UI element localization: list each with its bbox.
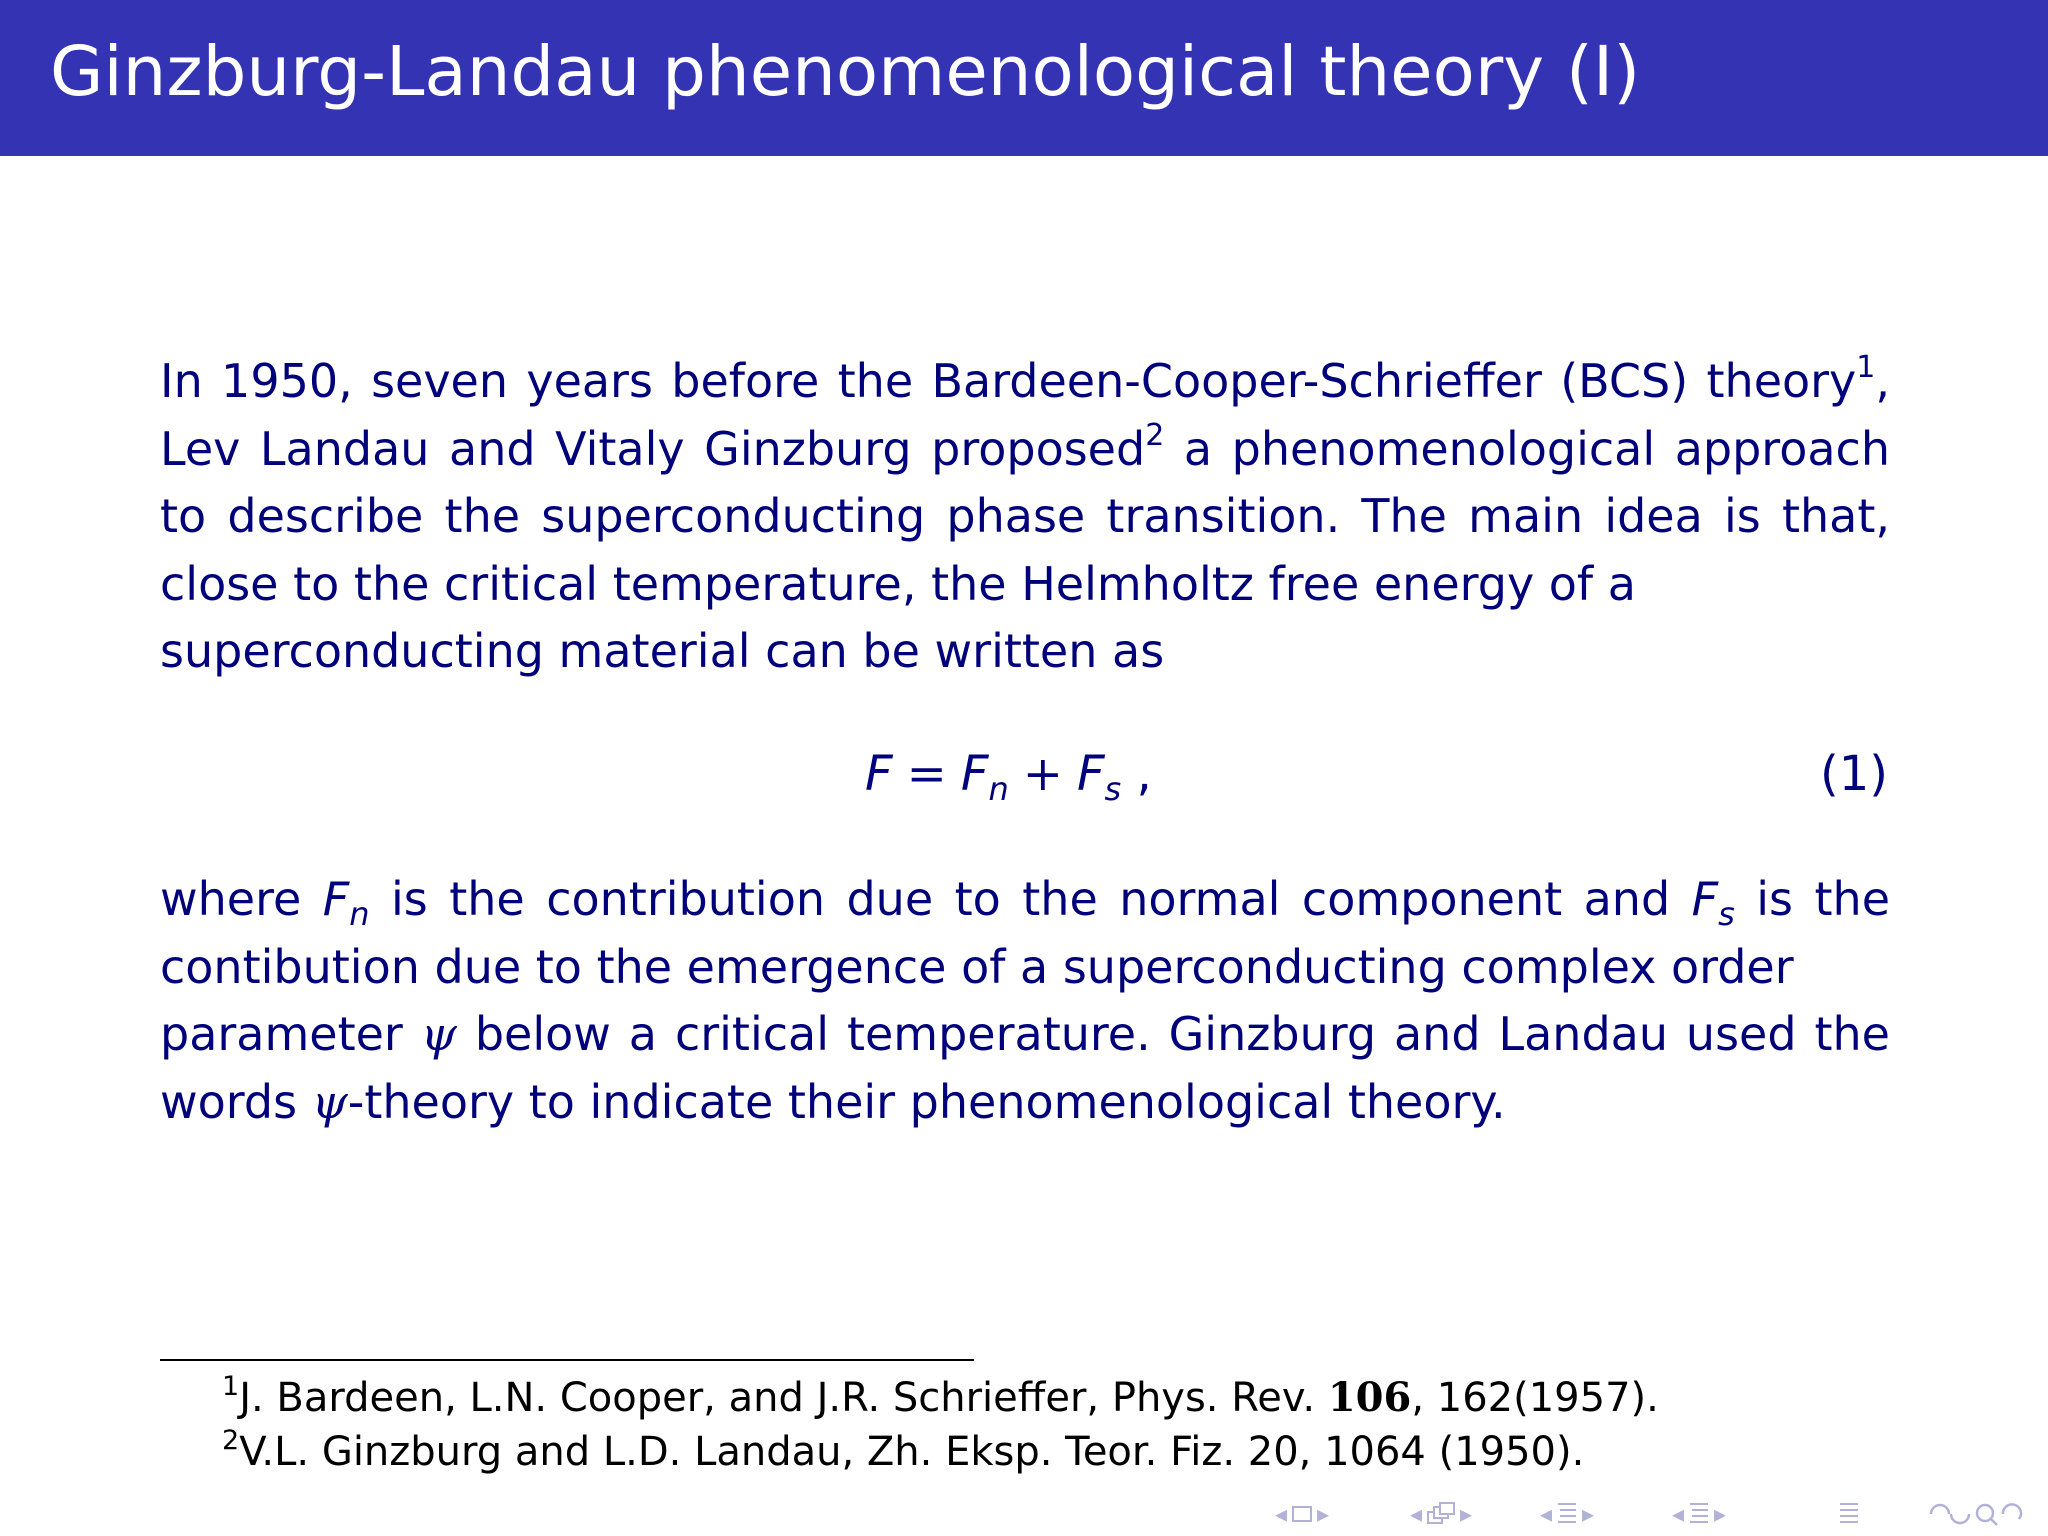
intro-line-4: close to the critical temperature, the Helmholtz free energy of a: [160, 556, 1636, 611]
explain-line-4: words ψ-theory to indicate their phenomenological theory.: [160, 1074, 1506, 1129]
intro-paragraph: [160, 348, 1890, 686]
arrow-right-icon[interactable]: ▸: [1582, 1500, 1595, 1528]
eq-sub-s: s: [1104, 770, 1122, 808]
equation-number: (1): [1820, 746, 1888, 802]
arrow-right-icon[interactable]: ▸: [1317, 1500, 1330, 1528]
explanation-paragraph: [160, 866, 1890, 1136]
footnote-rule: [160, 1359, 974, 1361]
intro-line-3: to describe the superconducting phase transition. The main idea is that,: [160, 489, 1890, 543]
nav-search: [1927, 1499, 2027, 1529]
eq-plus: +: [1022, 746, 1063, 802]
footnotes: [222, 1371, 1659, 1479]
psi-symbol: ψ: [420, 1007, 457, 1061]
equation-body: $F = F_n + F_s$ ,: [865, 746, 1152, 808]
title-bar: [0, 0, 2048, 156]
eq-lhs: F: [865, 746, 893, 802]
nav-subsection-group: [1410, 1499, 1476, 1529]
nav-section-group: [1540, 1499, 1598, 1529]
search-icon[interactable]: [1927, 1501, 2023, 1527]
eq-equals: =: [906, 746, 947, 802]
explain-line-3: parameter ψ below a critical temperature. Ginzburg and Landau used the: [160, 1007, 1890, 1061]
footnote-2: $^2$V.L. Ginzburg and L.D. Landau, Zh. Eksp. Teor. Fiz. 20, 1064 (1950).: [222, 1425, 1585, 1475]
footnote-ref-2[interactable]: 2: [1145, 417, 1165, 453]
arrow-left-icon[interactable]: ◂: [1672, 1500, 1685, 1528]
intro-line-1: In 1950, seven years before the Bardeen-Cooper-Schrieffer (BCS) theory$^1$,: [160, 350, 1890, 408]
intro-line-2: Lev Landau and Vitaly Ginzburg proposed$^2$ a phenomenological approach: [160, 417, 1890, 476]
arrow-right-icon[interactable]: ▸: [1714, 1500, 1727, 1528]
arrow-left-icon[interactable]: ◂: [1410, 1500, 1423, 1528]
intro-line-5: superconducting material can be written as: [160, 624, 1165, 678]
explain-line-2: contibution due to the emergence of a superconducting complex order: [160, 939, 1794, 994]
arrow-left-icon[interactable]: ◂: [1540, 1500, 1553, 1528]
section-icon[interactable]: [1556, 1501, 1578, 1527]
slide-title: Ginzburg-Landau phenomenological theory (I): [50, 32, 1641, 112]
align-icon[interactable]: [1838, 1501, 1860, 1527]
arrow-left-icon[interactable]: ◂: [1275, 1500, 1288, 1528]
nav-document-group: [1672, 1499, 1730, 1529]
eq-sub-n: n: [988, 770, 1009, 808]
frame-icon[interactable]: [1291, 1505, 1313, 1523]
section-icon[interactable]: [1688, 1501, 1710, 1527]
arrow-right-icon[interactable]: ▸: [1460, 1500, 1473, 1528]
nav-align: [1838, 1499, 1864, 1529]
psi-symbol: ψ: [311, 1074, 348, 1129]
equation-1: [160, 746, 1890, 816]
footnote-ref-1[interactable]: 1: [1856, 350, 1876, 385]
footnote-1: $^1$J. Bardeen, L.N. Cooper, and J.R. Schrieffer, Phys. Rev. 106, 162(1957).: [222, 1371, 1659, 1421]
subsection-icon[interactable]: [1426, 1502, 1456, 1526]
explain-line-1: where $F_n$ is the contribution due to the normal component and $F_s$ is the: [160, 872, 1890, 933]
nav-frame-group: [1275, 1499, 1333, 1529]
